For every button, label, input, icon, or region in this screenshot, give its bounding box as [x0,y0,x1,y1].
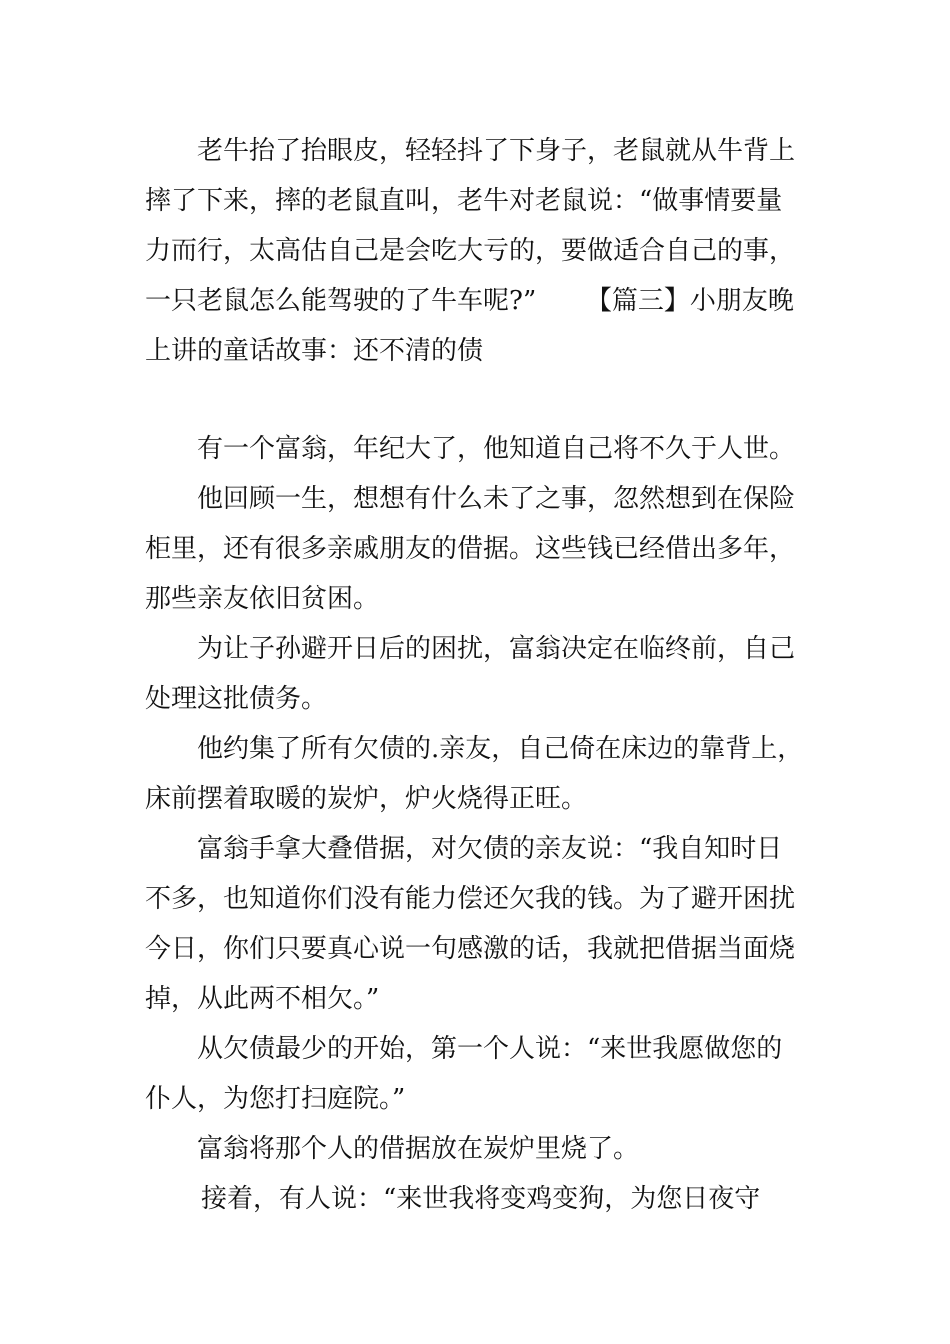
text-line: 摔了下来，摔的老鼠直叫，老牛对老鼠说：“做事情要量 [145,186,783,216]
text-line: 老牛抬了抬眼皮，轻轻抖了下身子，老鼠就从牛背上 [197,136,796,166]
text-line: 接着，有人说：“来世我将变鸡变狗，为您日夜守 [201,1184,761,1214]
paragraph-ox-and-mouse [145,126,810,376]
text-line: 处理这批债务。 [145,684,328,714]
text-line: 一只老鼠怎么能驾驶的了牛车呢?” 【篇三】小朋友晚 [145,286,794,316]
text-line: 他约集了所有欠债的.亲友，自己倚在床边的靠背上， [197,734,804,764]
text-line: 上讲的童话故事：还不清的债 [145,336,484,366]
text-line: 那些亲友依旧贫困。 [145,584,380,614]
text-line: 不多，也知道你们没有能力偿还欠我的钱。为了避开困扰 [145,884,796,914]
text-line: 从欠债最少的开始，第一个人说：“来世我愿做您的 [197,1034,783,1064]
text-line: 有一个富翁，年纪大了，他知道自己将不久于人世。 [197,434,796,464]
text-line: 今日，你们只要真心说一句感激的话，我就把借据当面烧 [145,934,796,964]
text-line: 掉，从此两不相欠。” [145,984,380,1014]
text-line: 仆人，为您打扫庭院。” [145,1084,406,1114]
text-line: 力而行，太高估自己是会吃大亏的，要做适合自己的事， [145,236,796,266]
text-line: 柜里，还有很多亲戚朋友的借据。这些钱已经借出多年， [145,534,796,564]
text-line: 富翁将那个人的借据放在炭炉里烧了。 [197,1134,640,1164]
text-line: 他回顾一生，想想有什么未了之事，忽然想到在保险 [197,484,796,514]
text-line: 床前摆着取暖的炭炉，炉火烧得正旺。 [145,784,588,814]
story-body [145,424,810,1224]
text-line: 富翁手拿大叠借据，对欠债的亲友说：“我自知时日 [197,834,783,864]
text-line: 为让子孙避开日后的困扰，富翁决定在临终前，自己 [197,634,796,664]
